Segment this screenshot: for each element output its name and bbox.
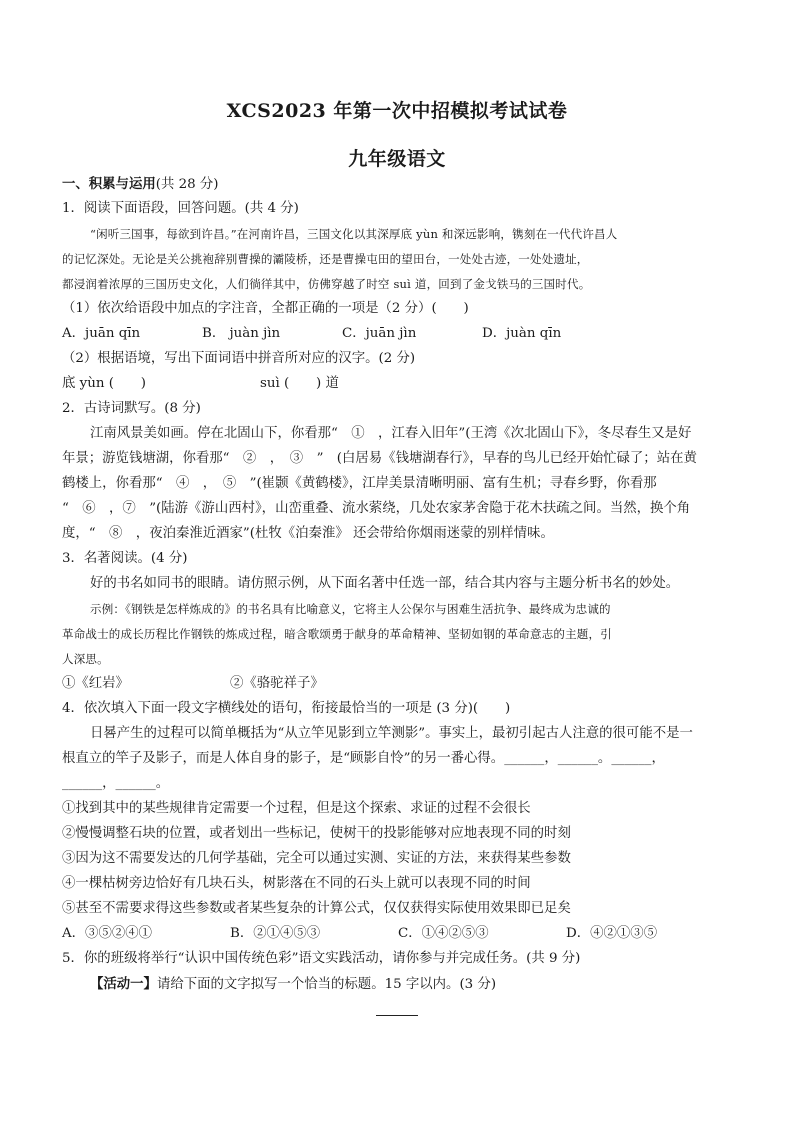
q5-activity-text: 请给下面的文字拟写一个恰当的标题。15 字以内。(3 分)	[156, 977, 497, 992]
q4-item: ①找到其中的某些规律肯定需要一个过程，但是这个探索、求证的过程不会很长	[62, 801, 531, 816]
q4-option-a: A．③⑤②④①	[62, 926, 153, 941]
q1-option-a: A．juān qīn	[62, 326, 141, 341]
q4-item: ②慢慢调整石块的位置，或者划出一些标记，使树干的投影能够对应地表现不同的时刻	[62, 826, 571, 841]
q3-intro: 好的书名如同书的眼睛。请仿照示例，从下面名著中任选一部，结合其内容与主题分析书名的妙处。	[90, 576, 680, 591]
q4-para-line: 日晷产生的过程可以简单概括为“从立竿见影到立竿测影”。事实上，最初引起古人注意的很可能不是一	[90, 726, 693, 741]
q3-stem: 3．名著阅读。(4 分)	[62, 551, 188, 566]
q1-option-d: D．juàn qīn	[482, 326, 562, 341]
q1-option-b: B． juàn jìn	[202, 326, 281, 341]
q2-line: 度，“ ⑧ ，夜泊秦淮近酒家”(杜牧《泊秦淮》 还会带给你烟雨迷蒙的别样情味。	[62, 526, 554, 541]
q4-para-line: 根直立的竿子及影子，而是人体自身的影子，是“顾影自怜”的另一番心得。______，______。______，	[62, 751, 665, 766]
q2-stem: 2．古诗词默写。(8 分)	[62, 401, 201, 416]
q4-para-line: ______，______。	[62, 776, 170, 791]
q4-stem: 4．依次填入下面一段文字横线处的语句，衔接最恰当的一项是 (3 分)( )	[62, 701, 511, 716]
q2-line: 年景；游览钱塘湖，你看那“ ② ， ③ ” (白居易《钱塘湖春行》，早春的鸟儿已经开始忙碌了；站在黄	[62, 451, 697, 466]
q4-option-d: D．④②①③⑤	[566, 926, 658, 941]
q1-option-c: C．juān jìn	[342, 326, 417, 341]
q4-item: ⑤甚至不需要求得这些参数或者某些复杂的计算公式，仅仅获得实际使用效果即已足矣	[62, 901, 571, 916]
q1-passage-line: “闲听三国事，每欲到许昌。”在河南许昌，三国文化以其深厚底 yùn 和深远影响，镌刻在一代代许昌人	[90, 227, 618, 241]
q3-example-line: 示例：《钢铁是怎样炼成的》的书名具有比喻意义，它将主人公保尔与困难生活抗争、最终成为忠诚的	[90, 602, 611, 616]
page-subtitle: 九年级语文	[348, 148, 446, 170]
q5-stem: 5．你的班级将举行“认识中国传统色彩”语文实践活动，请你参与并完成任务。(共 9 分)	[62, 951, 581, 966]
section-score: (共 28 分)	[155, 177, 219, 192]
q2-line: 江南风景美如画。停在北固山下，你看那“ ① ，江春入旧年”(王湾《次北固山下》，冬尽春生又是好	[90, 426, 692, 441]
q2-line: “ ⑥ ，⑦ ”(陆游《游山西村》，山峦重叠、流水萦绕，几处农家茅舍隐于花木扶疏之间。当然，换个角	[62, 501, 691, 516]
q4-option-b: B．②①④⑤③	[230, 926, 321, 941]
q3-example-line: 人深思。	[62, 652, 109, 666]
q4-item: ③因为这不需要发达的几何学基础，完全可以通过实测、实证的方法，来获得某些参数	[62, 851, 571, 866]
q1-passage-line: 都浸润着浓厚的三国历史文化，人们徜徉其中，仿佛穿越了时空 suì 道，回到了金戈铁马的三国时代。	[62, 277, 591, 291]
q2-line: 鹤楼上，你看那“ ④ ， ⑤ ”(崔颢《黄鹤楼》，江岸美景清晰明丽、富有生机；寻春乡野，你看那	[62, 476, 657, 491]
q1-sub1: （1）依次给语段中加点的字注音，全都正确的一项是（2 分）( )	[62, 301, 469, 316]
q1-stem: 1．阅读下面语段，回答问题。(共 4 分)	[62, 201, 299, 216]
q4-item: ④一棵枯树旁边恰好有几块石头，树影落在不同的石头上就可以表现不同的时间	[62, 876, 531, 891]
q3-choice-a: ①《红岩》	[62, 676, 129, 691]
q1-fill-a: 底 yùn ( )	[62, 376, 146, 391]
q1-fill-b: suì ( ) 道	[260, 376, 339, 391]
q3-example-line: 革命战士的成长历程比作钢铁的炼成过程，暗含歌颂勇于献身的革命精神、坚韧如钢的革命意志的主题，引	[62, 627, 612, 641]
q1-passage-line: 的记忆深处。无论是关公挑袍辞别曹操的灞陵桥，还是曹操屯田的望田台，一处处古迹，一处处遗址，	[62, 252, 589, 266]
q3-choice-b: ②《骆驼祥子》	[230, 676, 324, 691]
q5-activity	[90, 974, 740, 995]
section-title: 一、积累与运用	[62, 176, 156, 192]
answer-blank	[376, 1014, 418, 1016]
q4-option-c: C．①④②⑤③	[398, 926, 489, 941]
section-heading	[62, 174, 742, 195]
page-title: XCS2023 年第一次中招模拟考试试卷	[226, 100, 568, 122]
q5-activity-label: 【活动一】	[90, 976, 157, 992]
q1-sub2: （2）根据语境，写出下面词语中拼音所对应的汉字。(2 分)	[62, 351, 416, 366]
